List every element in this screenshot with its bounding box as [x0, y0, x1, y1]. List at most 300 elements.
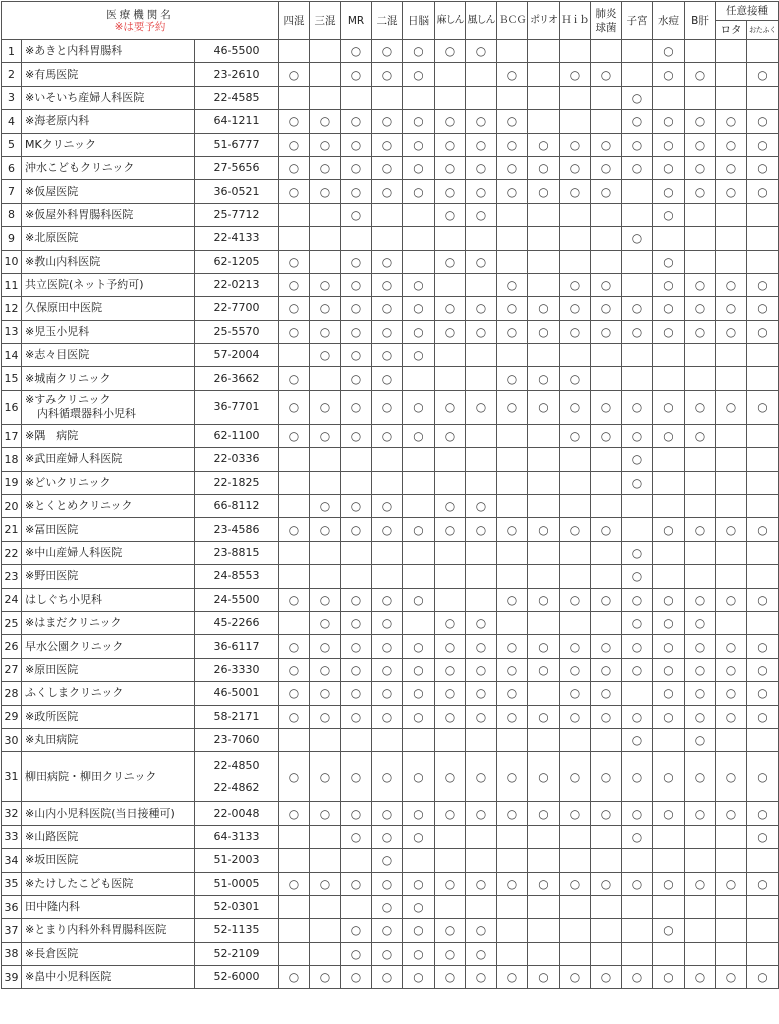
table-row	[2, 705, 779, 728]
vaccine-available-mark: ○	[497, 133, 528, 156]
phone-line: 22-0048	[213, 806, 260, 820]
phone-number	[195, 273, 279, 296]
vaccine-available-mark: ○	[466, 40, 497, 63]
table-row	[2, 495, 779, 518]
vaccine-cell	[403, 849, 435, 872]
clinic-name-line: ふくしまクリニック	[25, 686, 124, 700]
vaccine-available-mark: ○	[435, 611, 466, 634]
vaccine-available-mark: ○	[341, 588, 372, 611]
vaccine-available-mark: ○	[653, 110, 685, 133]
vaccine-cell	[685, 471, 716, 494]
vaccine-available-mark: ○	[372, 297, 403, 320]
vaccine-available-mark: ○	[497, 110, 528, 133]
vaccine-available-mark: ○	[591, 872, 622, 895]
vaccine-available-mark: ○	[372, 588, 403, 611]
vaccine-cell	[372, 541, 403, 564]
phone-number	[195, 86, 279, 109]
phone-number	[195, 728, 279, 751]
table-row	[2, 682, 779, 705]
clinic-name	[22, 705, 195, 728]
vaccine-cell	[716, 40, 747, 63]
clinic-name-line: 内科循環器科小児科	[37, 407, 136, 421]
col-header	[591, 2, 622, 40]
clinic-name	[22, 40, 195, 63]
clinic-name	[22, 227, 195, 250]
vaccine-cell	[279, 825, 310, 848]
clinic-name-line: ※志々目医院	[25, 348, 90, 362]
vaccine-available-mark: ○	[279, 658, 310, 681]
vaccine-cell	[716, 495, 747, 518]
vaccine-available-mark: ○	[716, 180, 747, 203]
vaccine-available-mark: ○	[747, 273, 779, 296]
phone-line: 36-6117	[213, 639, 260, 653]
vaccine-available-mark: ○	[622, 966, 653, 989]
clinic-name-line: ※武田産婦人科医院	[25, 452, 123, 466]
vaccine-cell	[560, 942, 591, 965]
row-number: 6	[2, 156, 22, 179]
vaccine-available-mark: ○	[653, 919, 685, 942]
vaccine-cell	[497, 424, 528, 447]
phone-line: 36-0521	[213, 184, 260, 198]
vaccine-cell	[310, 825, 341, 848]
clinic-name	[22, 495, 195, 518]
vaccine-available-mark: ○	[528, 966, 560, 989]
vaccine-cell	[310, 86, 341, 109]
vaccine-available-mark: ○	[528, 320, 560, 343]
vaccine-cell	[403, 250, 435, 273]
vaccine-cell	[591, 825, 622, 848]
phone-number	[195, 227, 279, 250]
table-row	[2, 518, 779, 541]
vaccine-available-mark: ○	[622, 635, 653, 658]
vaccine-cell	[435, 728, 466, 751]
vaccine-available-mark: ○	[279, 424, 310, 447]
phone-number	[195, 203, 279, 226]
vaccine-cell	[685, 495, 716, 518]
vaccine-available-mark: ○	[622, 565, 653, 588]
vaccine-available-mark: ○	[528, 156, 560, 179]
phone-line: 23-8815	[213, 546, 260, 559]
vaccine-cell	[747, 227, 779, 250]
vaccine-available-mark: ○	[497, 320, 528, 343]
vaccine-available-mark: ○	[435, 942, 466, 965]
phone-number	[195, 682, 279, 705]
table-row	[2, 471, 779, 494]
vaccine-cell	[591, 250, 622, 273]
vaccine-cell	[685, 344, 716, 367]
vaccine-available-mark: ○	[560, 180, 591, 203]
vaccine-available-mark: ○	[653, 705, 685, 728]
vaccine-available-mark: ○	[497, 273, 528, 296]
vaccine-cell	[435, 825, 466, 848]
vaccine-available-mark: ○	[560, 872, 591, 895]
phone-number	[195, 156, 279, 179]
vaccine-cell	[466, 344, 497, 367]
row-number: 17	[2, 424, 22, 447]
vaccine-available-mark: ○	[403, 682, 435, 705]
vaccine-available-mark: ○	[403, 273, 435, 296]
col-header: 麻しん	[435, 2, 466, 40]
vaccine-cell	[497, 895, 528, 918]
table-row	[2, 424, 779, 447]
vaccine-cell	[560, 849, 591, 872]
vaccine-cell	[747, 40, 779, 63]
clinic-name-line: 田中隆内科	[25, 900, 80, 914]
vaccine-cell	[497, 250, 528, 273]
vaccine-cell	[403, 448, 435, 471]
vaccine-available-mark: ○	[435, 872, 466, 895]
vaccine-cell	[279, 40, 310, 63]
clinic-name	[22, 635, 195, 658]
vaccine-available-mark: ○	[466, 919, 497, 942]
vaccine-available-mark: ○	[653, 966, 685, 989]
row-number: 7	[2, 180, 22, 203]
clinic-name-line: はしぐち小児科	[25, 592, 102, 606]
vaccine-available-mark: ○	[685, 320, 716, 343]
clinic-name	[22, 320, 195, 343]
phone-line: 51-2003	[213, 853, 260, 867]
vaccine-cell	[591, 203, 622, 226]
vaccine-available-mark: ○	[560, 320, 591, 343]
vaccine-available-mark: ○	[435, 635, 466, 658]
phone-number	[195, 541, 279, 564]
vaccine-available-mark: ○	[653, 133, 685, 156]
vaccine-cell	[653, 495, 685, 518]
vaccine-cell	[466, 471, 497, 494]
vaccine-available-mark: ○	[466, 942, 497, 965]
vaccine-cell	[528, 227, 560, 250]
vaccine-cell	[747, 344, 779, 367]
vaccine-available-mark: ○	[310, 110, 341, 133]
table-row	[2, 658, 779, 681]
vaccine-available-mark: ○	[341, 495, 372, 518]
vaccine-cell	[591, 495, 622, 518]
vaccine-cell	[279, 86, 310, 109]
clinic-name-line: ※中山産婦人科医院	[25, 546, 123, 559]
vaccine-available-mark: ○	[716, 658, 747, 681]
vaccine-available-mark: ○	[341, 320, 372, 343]
row-number: 20	[2, 495, 22, 518]
row-number: 2	[2, 63, 22, 86]
vaccine-available-mark: ○	[622, 752, 653, 802]
vaccine-available-mark: ○	[403, 390, 435, 424]
phone-number	[195, 658, 279, 681]
phone-line: 22-4862	[213, 780, 260, 794]
phone-line: 24-5500	[213, 592, 260, 606]
clinic-name	[22, 156, 195, 179]
row-number: 13	[2, 320, 22, 343]
vaccine-available-mark: ○	[591, 156, 622, 179]
vaccine-available-mark: ○	[310, 658, 341, 681]
vaccine-available-mark: ○	[435, 658, 466, 681]
vaccine-available-mark: ○	[685, 273, 716, 296]
vaccine-available-mark: ○	[435, 180, 466, 203]
phone-number	[195, 448, 279, 471]
vaccine-cell	[435, 63, 466, 86]
vaccine-cell	[685, 40, 716, 63]
vaccine-available-mark: ○	[310, 752, 341, 802]
clinic-name	[22, 110, 195, 133]
vaccine-cell	[310, 227, 341, 250]
vaccine-available-mark: ○	[685, 682, 716, 705]
vaccine-available-mark: ○	[403, 752, 435, 802]
vaccine-cell	[685, 895, 716, 918]
vaccine-available-mark: ○	[435, 682, 466, 705]
vaccine-cell	[622, 344, 653, 367]
vaccine-available-mark: ○	[685, 390, 716, 424]
clinic-name	[22, 367, 195, 390]
clinic-name-line: ※はまだクリニック	[25, 616, 122, 630]
vaccine-cell	[622, 273, 653, 296]
vaccine-available-mark: ○	[622, 825, 653, 848]
vaccine-available-mark: ○	[372, 63, 403, 86]
vaccine-cell	[747, 250, 779, 273]
col-header: 風しん	[466, 2, 497, 40]
col-header-rota: ロタ	[716, 21, 747, 40]
vaccine-available-mark: ○	[622, 872, 653, 895]
clinic-name-line: ※城南クリニック	[25, 371, 111, 385]
vaccine-available-mark: ○	[403, 424, 435, 447]
vaccine-cell	[528, 110, 560, 133]
vaccine-available-mark: ○	[403, 705, 435, 728]
vaccine-cell	[560, 471, 591, 494]
name-header	[2, 2, 279, 40]
table-row	[2, 966, 779, 989]
table-row	[2, 448, 779, 471]
table-row	[2, 635, 779, 658]
row-number: 33	[2, 825, 22, 848]
clinic-name-line: ※教山内科医院	[25, 254, 101, 268]
clinic-name-line: ※有馬医院	[25, 67, 79, 81]
vaccine-available-mark: ○	[372, 180, 403, 203]
name-header-title: 医療機関名	[106, 8, 174, 21]
col-header: ＢＣＧ	[497, 2, 528, 40]
row-number: 5	[2, 133, 22, 156]
clinic-name	[22, 588, 195, 611]
vaccine-available-mark: ○	[653, 518, 685, 541]
vaccine-available-mark: ○	[310, 390, 341, 424]
clinic-name-line: 柳田病院・柳田クリニック	[25, 769, 157, 783]
vaccine-available-mark: ○	[591, 133, 622, 156]
phone-number	[195, 297, 279, 320]
vaccine-available-mark: ○	[279, 705, 310, 728]
vaccine-available-mark: ○	[560, 63, 591, 86]
row-number: 1	[2, 40, 22, 63]
vaccine-cell	[341, 227, 372, 250]
table-row	[2, 110, 779, 133]
phone-line: 66-8112	[213, 499, 260, 513]
vaccine-available-mark: ○	[685, 658, 716, 681]
vaccine-cell	[497, 40, 528, 63]
table-row	[2, 611, 779, 634]
vaccine-cell	[622, 895, 653, 918]
clinic-name-line: ※いそいち産婦人科医院	[25, 90, 145, 104]
vaccine-available-mark: ○	[528, 588, 560, 611]
vaccine-cell	[372, 227, 403, 250]
vaccine-cell	[466, 565, 497, 588]
vaccine-cell	[466, 849, 497, 872]
phone-line: 58-2171	[213, 709, 260, 723]
vaccine-available-mark: ○	[560, 966, 591, 989]
vaccine-available-mark: ○	[372, 752, 403, 802]
phone-line: 62-1205	[213, 254, 260, 268]
vaccine-cell	[747, 495, 779, 518]
clinic-name-line: ※どいクリニック	[25, 475, 111, 489]
col-header: 三混	[310, 2, 341, 40]
vaccine-cell	[279, 728, 310, 751]
vaccine-available-mark: ○	[372, 895, 403, 918]
clinic-name	[22, 133, 195, 156]
vaccine-available-mark: ○	[310, 424, 341, 447]
vaccine-available-mark: ○	[560, 705, 591, 728]
vaccine-cell	[685, 86, 716, 109]
vaccine-cell	[560, 448, 591, 471]
vaccine-cell	[716, 424, 747, 447]
vaccine-available-mark: ○	[403, 942, 435, 965]
vaccine-available-mark: ○	[279, 273, 310, 296]
vaccine-cell	[716, 825, 747, 848]
phone-number	[195, 180, 279, 203]
vaccine-cell	[403, 541, 435, 564]
vaccine-cell	[528, 495, 560, 518]
vaccine-available-mark: ○	[435, 40, 466, 63]
phone-line: 22-4133	[213, 231, 260, 245]
vaccine-available-mark: ○	[653, 273, 685, 296]
col-header: 子宮	[622, 2, 653, 40]
clinic-name-line: ※児玉小児科	[25, 324, 90, 338]
phone-line: 62-1100	[213, 429, 260, 443]
vaccine-cell	[528, 728, 560, 751]
vaccine-available-mark: ○	[528, 518, 560, 541]
vaccine-cell	[310, 448, 341, 471]
table-row	[2, 802, 779, 825]
vaccine-available-mark: ○	[341, 802, 372, 825]
vaccine-available-mark: ○	[372, 849, 403, 872]
vaccine-available-mark: ○	[560, 156, 591, 179]
vaccine-cell	[622, 203, 653, 226]
col-header: 四混	[279, 2, 310, 40]
vaccine-cell	[310, 942, 341, 965]
vaccine-available-mark: ○	[279, 320, 310, 343]
vaccine-available-mark: ○	[560, 424, 591, 447]
vaccine-cell	[497, 495, 528, 518]
vaccine-available-mark: ○	[341, 635, 372, 658]
vaccine-available-mark: ○	[716, 273, 747, 296]
col-header: B肝	[685, 2, 716, 40]
vaccine-cell	[466, 424, 497, 447]
vaccine-available-mark: ○	[372, 919, 403, 942]
table-row	[2, 728, 779, 751]
vaccine-available-mark: ○	[716, 752, 747, 802]
vaccine-available-mark: ○	[466, 802, 497, 825]
vaccine-available-mark: ○	[560, 518, 591, 541]
col-header: Ｈｉｂ	[560, 2, 591, 40]
vaccine-available-mark: ○	[310, 518, 341, 541]
phone-number	[195, 250, 279, 273]
vaccine-cell	[435, 367, 466, 390]
vaccine-available-mark: ○	[591, 63, 622, 86]
vaccine-cell	[466, 825, 497, 848]
clinic-name	[22, 752, 195, 802]
vaccine-cell	[716, 611, 747, 634]
phone-line: 52-1135	[213, 923, 260, 937]
vaccine-available-mark: ○	[622, 320, 653, 343]
vaccine-cell	[279, 849, 310, 872]
vaccine-available-mark: ○	[279, 367, 310, 390]
vaccine-available-mark: ○	[622, 611, 653, 634]
vaccine-cell	[622, 942, 653, 965]
vaccine-available-mark: ○	[685, 705, 716, 728]
vaccine-available-mark: ○	[622, 658, 653, 681]
vaccine-available-mark: ○	[685, 872, 716, 895]
vaccine-cell	[497, 541, 528, 564]
vaccine-cell	[747, 86, 779, 109]
vaccine-available-mark: ○	[747, 635, 779, 658]
vaccine-cell	[591, 367, 622, 390]
vaccine-cell	[403, 227, 435, 250]
vaccine-available-mark: ○	[653, 63, 685, 86]
clinic-name-line: ※原田医院	[25, 662, 79, 676]
clinic-name-line: ※あきと内科胃腸科	[25, 44, 123, 58]
vaccine-available-mark: ○	[747, 658, 779, 681]
vaccine-cell	[528, 942, 560, 965]
vaccine-available-mark: ○	[560, 635, 591, 658]
vaccine-cell	[310, 895, 341, 918]
vaccine-available-mark: ○	[685, 635, 716, 658]
table-row	[2, 344, 779, 367]
vaccine-available-mark: ○	[372, 390, 403, 424]
vaccine-cell	[685, 565, 716, 588]
vaccine-available-mark: ○	[622, 448, 653, 471]
vaccine-available-mark: ○	[497, 682, 528, 705]
vaccine-available-mark: ○	[466, 705, 497, 728]
vaccine-available-mark: ○	[653, 682, 685, 705]
row-number: 36	[2, 895, 22, 918]
vaccine-cell	[747, 611, 779, 634]
vaccine-available-mark: ○	[403, 344, 435, 367]
vaccine-available-mark: ○	[747, 180, 779, 203]
row-number: 15	[2, 367, 22, 390]
col-header: MR	[341, 2, 372, 40]
vaccine-cell	[716, 448, 747, 471]
clinic-name	[22, 849, 195, 872]
vaccine-cell	[403, 367, 435, 390]
row-number: 38	[2, 942, 22, 965]
vaccine-available-mark: ○	[560, 802, 591, 825]
clinic-name-line: ※丸田病院	[25, 733, 79, 747]
vaccine-available-mark: ○	[403, 518, 435, 541]
vaccine-available-mark: ○	[497, 297, 528, 320]
vaccine-available-mark: ○	[341, 825, 372, 848]
vaccine-cell	[591, 448, 622, 471]
vaccine-cell	[716, 227, 747, 250]
clinic-name-line: ※冨田医院	[25, 522, 79, 536]
vaccine-cell	[528, 273, 560, 296]
vaccine-available-mark: ○	[310, 180, 341, 203]
vaccine-cell	[622, 367, 653, 390]
vaccine-cell	[716, 895, 747, 918]
vaccine-available-mark: ○	[622, 133, 653, 156]
vaccine-available-mark: ○	[341, 203, 372, 226]
vaccine-cell	[466, 367, 497, 390]
vaccine-available-mark: ○	[341, 682, 372, 705]
col-header: 二混	[372, 2, 403, 40]
vaccine-available-mark: ○	[341, 966, 372, 989]
vaccine-cell	[279, 895, 310, 918]
clinic-name-line: ※隅 病院	[25, 429, 79, 443]
vaccine-available-mark: ○	[341, 40, 372, 63]
vaccine-cell	[591, 471, 622, 494]
